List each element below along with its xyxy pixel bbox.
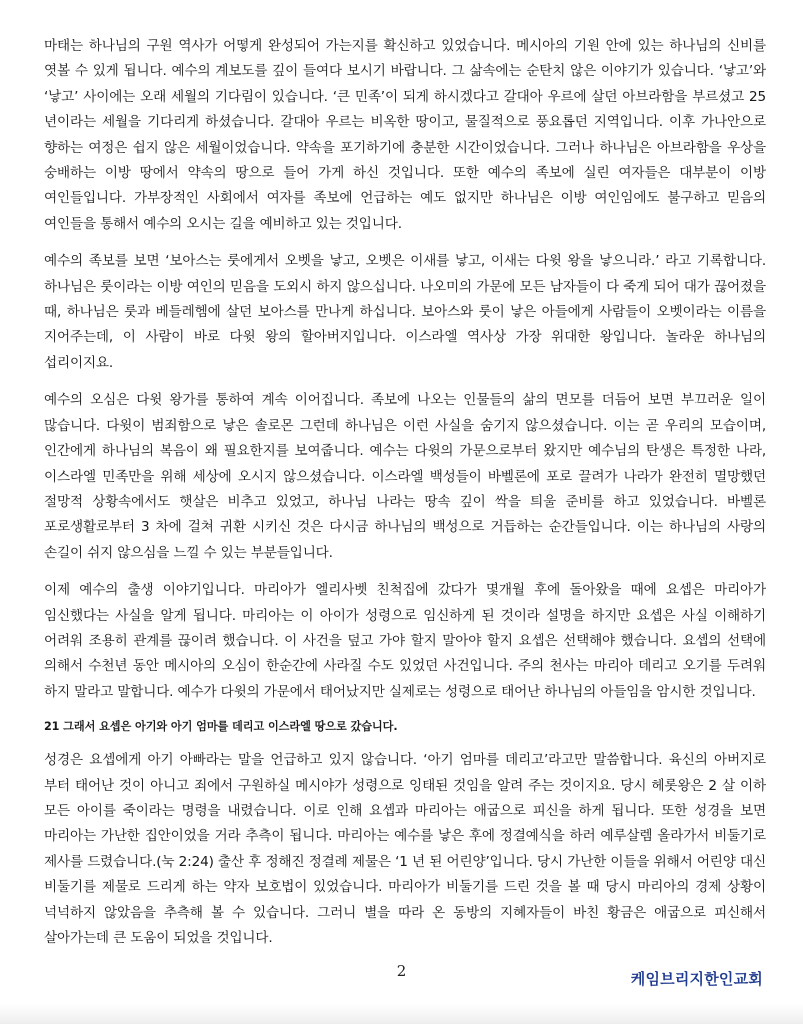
scripture-verse: 21 그래서 요셉은 아기와 아기 엄마를 데리고 이스라엘 땅으로 갔습니다. [44,720,398,734]
paragraph-joseph-mary: 성경은 요셉에게 아기 아빠라는 말을 언급하고 있지 않습니다. ‘아기 엄마를 데리고’라고만 말씀합니다. 육신의 아버지로 부터 태어난 것이 아니고 죄에서 구원하실 메시야가 성령으로 잉태된 것임을 알려 주는 것이지요. 당시 헤롯왕은 2 살 이하 모든 아이를 죽이라는 명령을 내렸습니다. 이로 인해 요셉과 마리아는 애굽으로 피신을 하게 됩니다. 또한 성경을 보면 마리아는 가난한 집안이었을 거라 추측이 됩니다. 마리아는 예수를 낳은 후에 정결예식을 하러 예루살렘 올라가서 비둘기로 제사를 드렸습니다.(눅 2:24) 출산 후 정해진 정결례 제물은 ‘1 년 된 어린양’입니다. 당시 가난한 이들을 위해서 어린양 대신 비둘기를 제물로 드리게 하는 약자 보호법이 있었습니다. 마리아가 비둘기를 드린 것을 볼 때 당시 마리아의 경제 상황이 넉넉하지 않았음을 추측해 볼 수 있습니다. 그러니 별을 따라 온 동방의 지혜자들이 바친 황금은 애굽으로 피신해서 살아가는데 큰 도움이 되었을 것입니다. [44,752,766,946]
paragraph-birth-story: 이제 예수의 출생 이야기입니다. 마리아가 엘리사벳 친척집에 갔다가 몇개월 후에 돌아왔을 때에 요셉은 마리아가 임신했다는 사실을 알게 됩니다. 마리아는 이 아이가 성령으로 임신하게 된 것이라 설명을 하지만 요셉은 사실 이해하기 어려워 조용히 관계를 끊이려 했습니다. 이 사건을 덮고 가야 할지 말아야 할지 요셉은 선택해야 했습니다. 요셉의 선택에 의해서 수천년 동안 메시아의 오심이 한순간에 사라질 수도 있었던 사건입니다. 주의 천사는 마리아 데리고 오기를 두려워 하지 말라고 말합니다. 예수가 다윗의 가문에서 태어났지만 실제로는 성령으로 태어난 하나님의 아들임을 암시한 것입니다. [44,582,766,700]
page-number: 2 [396,962,407,980]
page-bottom-edge [0,1004,803,1024]
paragraph-ruth-boaz: 예수의 족보를 보면 ‘보아스는 룻에게서 오벳을 낳고, 오벳은 이새를 낳고, 이새는 다윗 왕을 낳으니라.’ 라고 기록합니다. 하나님은 룻이라는 이방 여인의 믿음을 도외시 하지 않으십니다. 나오미의 가문에 모든 남자들이 다 죽게 되어 대가 끊어졌을 때, 하나님은 룻과 베들레헴에 살던 보아스를 만나게 하십니다. 보아스와 룻이 낳은 아들에게 사람들이 오벳이라는 이름을 지어주는데, 이 사람이 바로 다윗 왕의 할아버지입니다. 이스라엘 역사상 가장 위대한 왕입니다. 놀라운 하나님의 섭리이지요. [44,253,766,371]
paragraph-davidic-line: 예수의 오심은 다윗 왕가를 통하여 계속 이어집니다. 족보에 나오는 인물들의 삶의 면모를 더듬어 보면 부끄러운 일이 많습니다. 다윗이 범죄함으로 낳은 솔로몬 그런데 하나님은 이런 사실을 숨기지 않으셨습니다. 이는 곧 우리의 모습이며, 인간에게 하나님의 복음이 왜 필요한지를 보여줍니다. 예수는 다윗의 가문으로부터 왔지만 예수님의 탄생은 특정한 나라, 이스라엘 민족만을 위해 세상에 오시지 않으셨습니다. 이스라엘 백성들이 바벨론에 포로 끌려가 나라가 완전히 멸망했던 절망적 상황속에서도 햇살은 비추고 있었고, 하나님 나라는 땅속 깊이 싹을 틔울 준비를 하고 있었습니다. 바벨론 포로생활로부터 3 차에 걸쳐 귀환 시키신 것은 다시금 하나님의 백성으로 거듭하는 순간들입니다. 이는 하나님의 사랑의 손길이 쉬지 않으심을 느낄 수 있는 부분들입니다. [44,392,766,561]
church-name-logo: 케임브리지한인교회 [630,970,763,988]
document-body [44,34,766,963]
paragraph-genealogy-intro: 마태는 하나님의 구원 역사가 어떻게 완성되어 가는지를 확신하고 있었습니다. 메시아의 기원 안에 있는 하나님의 신비를 엿볼 수 있게 됩니다. 예수의 계보도를 깊이 들여다 보시기 바랍니다. 그 삶속에는 순탄치 않은 이야기가 있습니다. ‘낳고’와 ‘낳고’ 사이에는 오래 세월의 기다림이 있습니다. ‘큰 민족’이 되게 하시겠다고 갈대아 우르에 살던 아브라함을 부르셨고 25 년이라는 세월을 기다리게 하셨습니다. 갈대아 우르는 비옥한 땅이고, 물질적으로 풍요롭던 지역입니다. 이후 가나안으로 향하는 여정은 쉽지 않은 세월이었습니다. 약속을 포기하기에 충분한 시간이었습니다. 그러나 하나님은 아브라함을 우상을 숭배하는 이방 땅에서 약속의 땅으로 들어 가게 하신 것입니다. 또한 예수의 족보에 실린 여자들은 대부분이 이방 여인들입니다. 가부장적인 사회에서 여자를 족보에 언급하는 예도 없지만 하나님은 이방 여인임에도 불구하고 믿음의 여인들을 통해서 예수의 오시는 길을 예비하고 있는 것입니다. [44,38,766,232]
